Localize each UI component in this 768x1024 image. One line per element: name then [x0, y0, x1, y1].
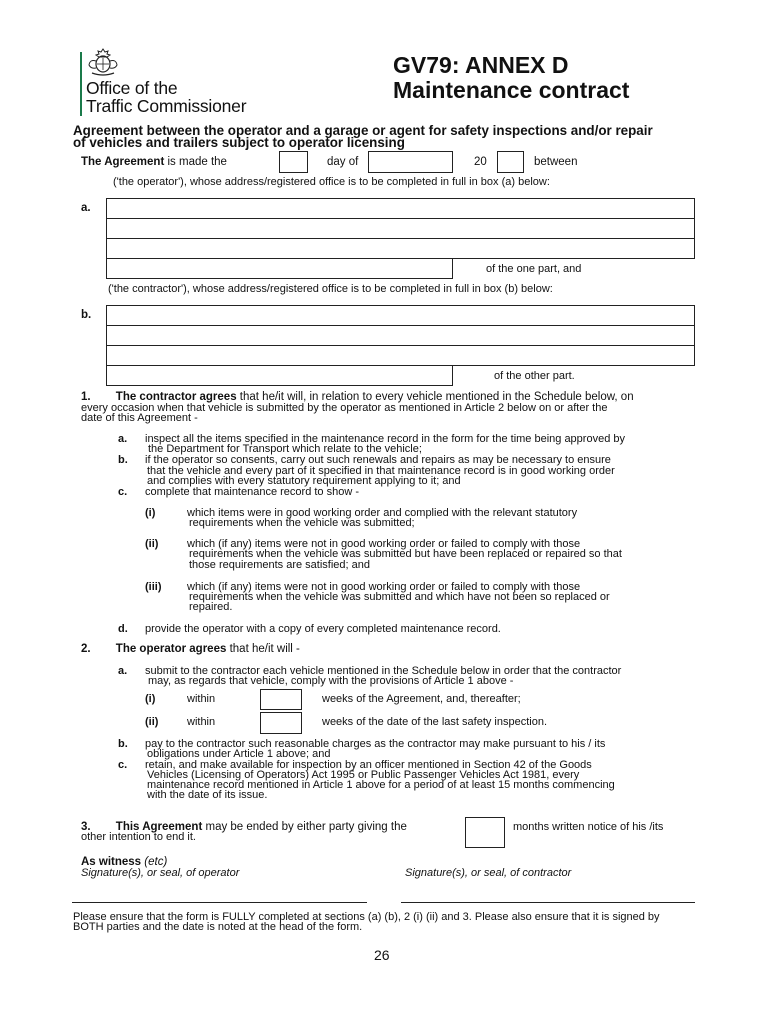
title-line-2: Maintenance contract [393, 77, 630, 103]
brand-line-1: Office of the [86, 78, 178, 98]
s2-c-line-4: with the date of its issue. [147, 789, 268, 801]
s1-ii-line-1: which (if any) items were not in good working order or failed to comply with those [187, 538, 581, 550]
s1-ii-line-3: those requirements are satisfied; and [189, 559, 370, 571]
s1-b-label: b. [118, 454, 128, 466]
page-title [393, 53, 629, 103]
s1-i-line-2: requirements when the vehicle was submitted; [189, 517, 415, 529]
contractor-signature-label: Signature(s), or seal, of contractor [405, 867, 572, 879]
s2-a-line-2: may, as regards that vehicle, comply with the provisions of Article 1 above - [148, 675, 514, 687]
section-1-line-2: every occasion when that vehicle is submitted by the operator as mentioned in Article 2 below on or after the [81, 402, 608, 414]
s2-b-line-1: pay to the contractor such reasonable charges as the contractor may make pursuant to his / its [145, 738, 606, 750]
box-b-line-2[interactable] [106, 325, 695, 346]
section-3-rest: may be ended by either party giving the [205, 821, 407, 833]
between-label: between [534, 156, 578, 168]
section-1-number: 1. [81, 391, 91, 403]
section-3-bold: This Agreement [115, 821, 203, 833]
s1-b-line-2: that the vehicle and every part of it specified in that maintenance record is in good working order [147, 465, 615, 477]
s2-c-line-1: retain, and make available for inspection by an officer mentioned in Section 42 of the Goods [145, 759, 592, 771]
box-b-suffix: of the other part. [494, 370, 575, 382]
box-b-line-3[interactable] [106, 345, 695, 366]
year-prefix: 20 [474, 156, 487, 168]
s1-iii-line-1: which (if any) items were not in good working order or failed to comply with those [187, 581, 581, 593]
s2-b-line-2: obligations under Article 1 above; and [147, 748, 331, 760]
box-a-line-2[interactable] [106, 218, 695, 239]
operator-signature-label: Signature(s), or seal, of operator [81, 867, 240, 879]
s2-i-within: within [187, 693, 216, 705]
agreement-intro [81, 157, 227, 168]
s2-c-line-2: Vehicles (Licensing of Operators) Act 1995 or Public Passenger Vehicles Act 1981, every [147, 769, 580, 781]
section-1-line-3: date of this Agreement - [81, 412, 198, 424]
box-b-line-1[interactable] [106, 305, 695, 326]
s1-iii-line-2: requirements when the vehicle was submitted and which have not been so replaced or [189, 591, 610, 603]
footer-line-2: BOTH parties and the date is noted at the head of the form. [73, 921, 363, 933]
brand-name [86, 79, 246, 115]
s1-a-line-1: inspect all the items specified in the maintenance record in the form for the time being approved by [145, 433, 625, 445]
s1-a-label: a. [118, 433, 128, 445]
witness-bold: As witness [81, 856, 142, 868]
royal-crest-icon [86, 47, 120, 77]
interval-weeks-field[interactable] [260, 712, 302, 734]
s1-a-line-2: the Department for Transport which relate to the vehicle; [148, 443, 422, 455]
subtitle-line-1: Agreement between the operator and a garage or agent for safety inspections and/or repair [73, 123, 653, 138]
s1-d-label: d. [118, 623, 128, 635]
s1-iii-label: (iii) [145, 581, 162, 593]
initial-weeks-field[interactable] [260, 689, 302, 710]
day-field[interactable] [279, 151, 308, 173]
s2-i-after: weeks of the Agreement, and, thereafter; [322, 693, 521, 705]
section-1-bold: The contractor agrees [115, 391, 237, 403]
s2-a-line-1: submit to the contractor each vehicle mentioned in the Schedule below in order that the contractor [145, 665, 622, 677]
operator-signature-line[interactable] [72, 902, 367, 903]
box-a-label: a. [81, 202, 91, 214]
box-a-line-3[interactable] [106, 238, 695, 259]
s1-ii-label: (ii) [145, 538, 159, 550]
brand-line-2: Traffic Commissioner [86, 96, 247, 116]
s1-d-line-1: provide the operator with a copy of every completed maintenance record. [145, 623, 501, 635]
s2-i-label: (i) [145, 693, 156, 705]
day-of-label: day of [327, 156, 359, 168]
s1-i-line-1: which items were in good working order and complied with the relevant statutory [187, 507, 578, 519]
section-2-rest: that he/it will - [229, 643, 300, 655]
s1-b-line-3: and complies with every statutory requirement applying to it; and [147, 475, 461, 487]
section-2-heading [81, 644, 300, 655]
section-3-line-2: other intention to end it. [81, 831, 196, 843]
subtitle-line-2: of vehicles and trailers subject to operator licensing [73, 135, 405, 150]
s2-ii-after: weeks of the date of the last safety inspection. [322, 716, 548, 728]
brand-divider [80, 52, 82, 116]
footer-line-1: Please ensure that the form is FULLY completed at sections (a) (b), 2 (i) (ii) and 3. Please also ensure that it is signed by [73, 911, 660, 923]
s1-c-label: c. [118, 486, 128, 498]
witness-etc: (etc) [144, 856, 168, 868]
page-number: 26 [374, 947, 390, 963]
s2-b-label: b. [118, 738, 128, 750]
notice-months-field[interactable] [465, 817, 505, 848]
box-a-suffix: of the one part, and [486, 263, 582, 275]
title-line-1: GV79: ANNEX D [393, 52, 569, 78]
box-a-line-1[interactable] [106, 198, 695, 219]
section-3-after-box: months written notice of his /its [513, 821, 664, 833]
year-field[interactable] [497, 151, 524, 173]
s2-c-line-3: maintenance record mentioned in Article 1 above for a period of at least 15 months commencing [147, 779, 615, 791]
s2-ii-label: (ii) [145, 716, 159, 728]
s2-c-label: c. [118, 759, 128, 771]
contractor-signature-line[interactable] [401, 902, 695, 903]
s1-i-label: (i) [145, 507, 156, 519]
agreement-bold: The Agreement [81, 156, 165, 168]
operator-note: ('the operator'), whose address/registered office is to be completed in full in box (a) below: [113, 176, 550, 188]
s1-b-line-1: if the operator so consents, carry out such renewals and repairs as may be necessary to ensure [145, 454, 611, 466]
box-a-line-4[interactable] [106, 258, 453, 279]
section-1-line-1: that he/it will, in relation to every vehicle mentioned in the Schedule below, on [239, 391, 634, 403]
s2-ii-within: within [187, 716, 216, 728]
s1-ii-line-2: requirements when the vehicle was submitted but have been replaced or repaired so that [189, 548, 622, 560]
section-2-number: 2. [81, 643, 91, 655]
box-b-line-4[interactable] [106, 365, 453, 386]
contractor-note: ('the contractor'), whose address/registered office is to be completed in full in box (b) below: [108, 283, 553, 295]
section-2-bold: The operator agrees [115, 643, 227, 655]
agreement-made-the: is made the [167, 156, 227, 168]
form-subtitle [73, 125, 713, 149]
section-3-number: 3. [81, 821, 91, 833]
month-field[interactable] [368, 151, 453, 173]
s1-c-line-1: complete that maintenance record to show - [145, 486, 360, 498]
s1-iii-line-3: repaired. [189, 601, 233, 613]
box-b-label: b. [81, 309, 92, 321]
s2-a-label: a. [118, 665, 128, 677]
